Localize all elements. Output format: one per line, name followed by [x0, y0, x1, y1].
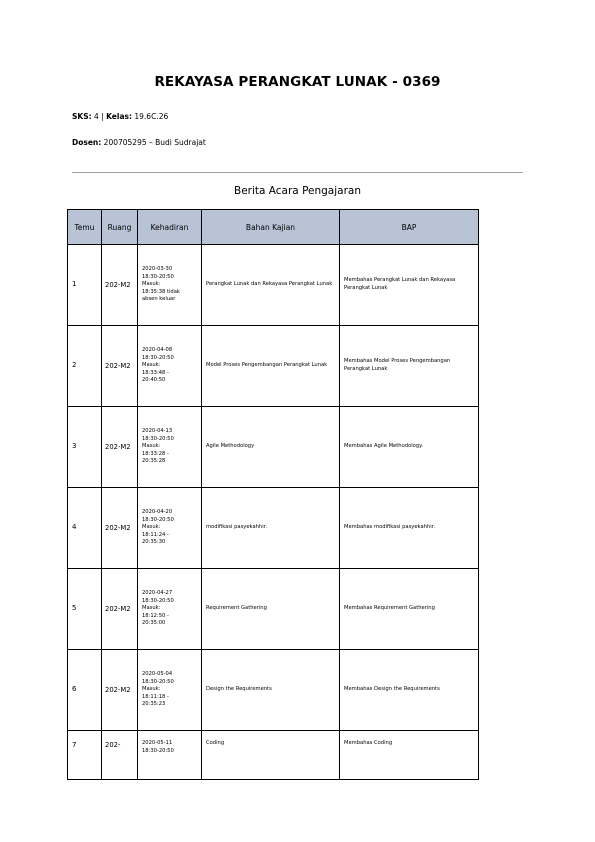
column-header-bap: BAP [340, 210, 479, 245]
divider [72, 172, 523, 173]
kehadiran-line: 18:30-20:50 [142, 354, 174, 361]
cell-ruang: 202-M2 [102, 245, 138, 326]
course-info [72, 112, 168, 121]
table-body [68, 245, 479, 780]
table-row [68, 569, 479, 650]
kelas-value: 19.6C.26 [134, 112, 169, 121]
kehadiran-line: 18:11:18 - [142, 693, 169, 700]
table-row [68, 731, 479, 780]
cell-temu: 6 [68, 650, 102, 731]
kehadiran-line: 18:11:24 - [142, 531, 169, 538]
sks-label: SKS: [72, 112, 92, 121]
kehadiran-line: 2020-05-11 [142, 740, 173, 746]
kehadiran-line: 18:33:48 - [142, 369, 169, 376]
kelas-label: Kelas: [106, 112, 132, 121]
cell-bahan-kajian: Design the Requirements [202, 650, 340, 731]
cell-ruang: 202-M2 [102, 650, 138, 731]
kehadiran-line: 2020-04-13 [142, 428, 173, 435]
cell-bahan-kajian: Perangkat Lunak dan Rekayasa Perangkat Lunak [202, 245, 340, 326]
cell-temu: 4 [68, 488, 102, 569]
kehadiran-line: 20:35:23 [142, 701, 166, 708]
kehadiran-line: 18:30-20:50 [142, 516, 174, 523]
cell-kehadiran [138, 326, 202, 407]
cell-kehadiran [138, 488, 202, 569]
cell-bahan-kajian: Coding [202, 731, 340, 780]
cell-temu: 3 [68, 407, 102, 488]
sks-value: 4 [94, 112, 99, 121]
cell-bahan-kajian: modifikasi pasyekahhir. [202, 488, 340, 569]
kehadiran-line: 20:35:30 [142, 539, 166, 546]
cell-temu: 5 [68, 569, 102, 650]
kehadiran-line: 18:12:50 - [142, 612, 169, 619]
cell-kehadiran [138, 731, 202, 780]
cell-kehadiran [138, 245, 202, 326]
column-header-temu: Temu [68, 210, 102, 245]
kehadiran-line: 2020-04-08 [142, 347, 173, 354]
cell-bap: Membahas Design the Requirements [340, 650, 479, 731]
separator: | [101, 112, 104, 121]
kehadiran-line: Masuk: [142, 524, 161, 531]
kehadiran-line: 18:30-20:50 [142, 435, 174, 442]
cell-kehadiran [138, 407, 202, 488]
cell-bap: Membahas Model Proses Pengembangan Perangkat Lunak [340, 326, 479, 407]
kehadiran-line: Masuk: [142, 686, 161, 693]
table-row [68, 245, 479, 326]
cell-bap: Membahas Agile Methodology. [340, 407, 479, 488]
cell-bahan-kajian: Agile Methodology [202, 407, 340, 488]
cell-ruang: 202-M2 [102, 488, 138, 569]
kehadiran-line: 2020-05-04 [142, 671, 173, 678]
section-title: Berita Acara Pengajaran [233, 185, 361, 197]
attendance-table [67, 209, 479, 780]
kehadiran-line: 2020-04-27 [142, 590, 173, 597]
cell-bap: Membahas Coding [340, 731, 479, 780]
table-row [68, 488, 479, 569]
cell-kehadiran [138, 650, 202, 731]
cell-temu: 2 [68, 326, 102, 407]
table-row [68, 407, 479, 488]
column-header-kehadiran: Kehadiran [138, 210, 202, 245]
kehadiran-line: 18:35:38 tidak [142, 288, 180, 295]
table-header-row [68, 210, 479, 245]
cell-ruang: 202- [102, 731, 138, 780]
cell-ruang: 202-M2 [102, 326, 138, 407]
cell-bap: Membahas Perangkat Lunak dan Rekayasa Perangkat Lunak [340, 245, 479, 326]
kehadiran-line: 20:35:28 [142, 458, 166, 465]
cell-temu: 7 [68, 731, 102, 780]
kehadiran-line: 18:30-20:50 [142, 597, 174, 604]
column-header-ruang: Ruang [102, 210, 138, 245]
cell-kehadiran [138, 569, 202, 650]
cell-bahan-kajian: Requirement Gathering [202, 569, 340, 650]
kehadiran-line: 18:30-20:50 [142, 678, 174, 685]
kehadiran-line: 20:40:50 [142, 377, 166, 384]
table-row [68, 326, 479, 407]
cell-temu: 1 [68, 245, 102, 326]
cell-bap: Membahas modifikasi pasyekahhir. [340, 488, 479, 569]
kehadiran-line: Masuk: [142, 281, 161, 288]
kehadiran-line: 20:35:00 [142, 620, 166, 627]
kehadiran-line: 2020-04-20 [142, 509, 173, 516]
kehadiran-line: 18:30-20:50 [142, 747, 174, 754]
cell-ruang: 202-M2 [102, 407, 138, 488]
kehadiran-line: Masuk: [142, 443, 161, 450]
table-row [68, 650, 479, 731]
kehadiran-line: absen keluar [142, 296, 176, 303]
document-title: REKAYASA PERANGKAT LUNAK - 0369 [154, 74, 441, 90]
kehadiran-line: 2020-03-30 [142, 266, 173, 273]
kehadiran-line: Masuk: [142, 362, 161, 369]
kehadiran-line: 18:33:28 - [142, 450, 169, 457]
lecturer-info [72, 138, 206, 147]
column-header-bahan-kajian: Bahan Kajian [202, 210, 340, 245]
dosen-value: 200705295 – Budi Sudrajat [103, 138, 206, 147]
cell-bahan-kajian: Model Proses Pengembangan Perangkat Lunak [202, 326, 340, 407]
kehadiran-line: 18:30-20:50 [142, 273, 174, 280]
cell-bap: Membahas Requirement Gathering [340, 569, 479, 650]
cell-ruang: 202-M2 [102, 569, 138, 650]
dosen-label: Dosen: [72, 138, 102, 147]
kehadiran-line: Masuk: [142, 605, 161, 612]
